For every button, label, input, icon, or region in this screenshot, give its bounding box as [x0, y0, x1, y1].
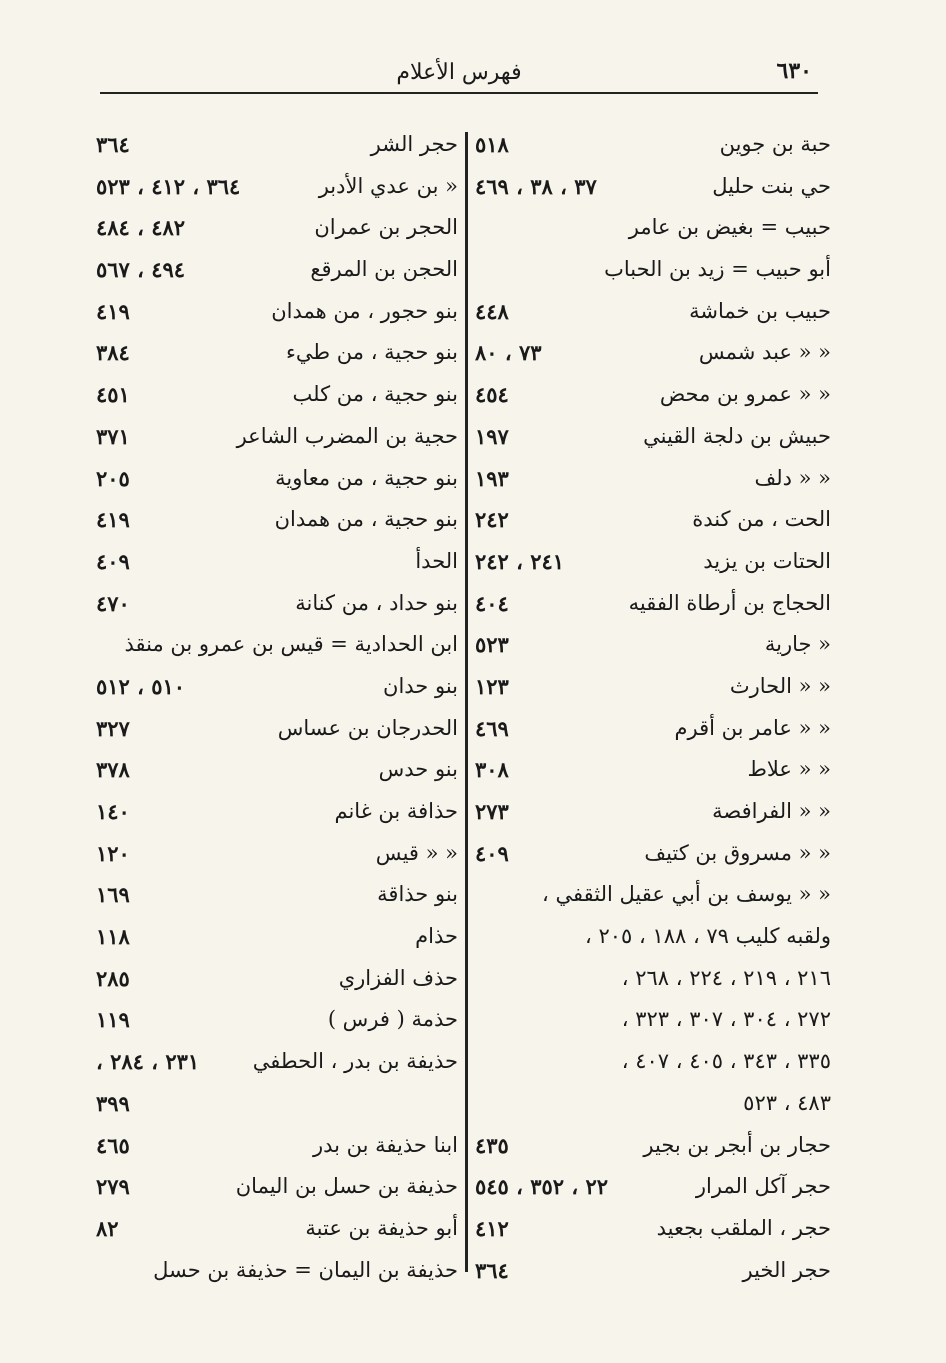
- index-entry: [475, 458, 831, 500]
- index-entry: [475, 541, 831, 583]
- index-entry: [475, 1041, 831, 1083]
- entry-name: الحتات بن يزيد: [703, 548, 831, 573]
- index-entry: [475, 916, 831, 958]
- entry-pages: ٤٥٤: [475, 382, 509, 408]
- index-entry: [96, 1166, 458, 1208]
- index-entry: [475, 833, 831, 875]
- index-entry: [475, 708, 831, 750]
- index-entry: [96, 1083, 458, 1125]
- entry-pages: ٣٦٤: [96, 132, 130, 157]
- entry-name: « « علاط: [747, 757, 831, 782]
- entry-pages: ٤٠٤: [475, 590, 509, 616]
- index-entry: [96, 749, 458, 791]
- index-entry: [96, 583, 458, 625]
- index-entry: [96, 499, 458, 541]
- index-column-left: [96, 124, 458, 1291]
- index-entry: [96, 541, 458, 583]
- entry-name: حجار بن أبجر بن بجير: [643, 1132, 831, 1157]
- entry-name: حذيفة بن بدر ، الحطفي: [252, 1049, 458, 1074]
- entry-pages: ٣٦٤ ، ٤١٢ ، ٥٢٣: [96, 173, 241, 199]
- entry-name: الحدرجان بن عساس: [277, 715, 458, 740]
- entry-name: « « يوسف بن أبي عقيل الثقفي ،: [542, 882, 831, 907]
- index-entry: [475, 1083, 831, 1125]
- entry-pages: ٣٢٧: [96, 715, 130, 741]
- entry-pages: ٤٨٢ ، ٤٨٤: [96, 215, 186, 241]
- entry-pages: ١١٨: [96, 924, 130, 950]
- index-entry: [475, 499, 831, 541]
- page-header: [100, 52, 818, 94]
- index-entry: [96, 999, 458, 1041]
- entry-name: ابن الحدادية = قيس بن عمرو بن منقذ: [124, 632, 458, 657]
- entry-pages: ٤٩٤ ، ٥٦٧: [96, 257, 186, 283]
- index-entry: [96, 958, 458, 1000]
- entry-name: أبو حبيب = زيد بن الحباب: [604, 257, 831, 282]
- index-entry: [475, 999, 831, 1041]
- entry-name: ٢١٦ ، ٢١٩ ، ٢٢٤ ، ٢٦٨ ،: [621, 965, 831, 990]
- entry-name: حجر آكل المرار: [695, 1174, 831, 1199]
- entry-name: بنو حجية ، من طيء: [286, 340, 458, 365]
- entry-name: « « مسروق بن كتيف: [644, 840, 831, 865]
- entry-pages: ٢٠٥: [96, 465, 130, 491]
- entry-pages: ٣٧ ، ٣٨ ، ٤٦٩: [475, 173, 597, 199]
- entry-pages: ٤٠٩: [96, 548, 130, 574]
- entry-name: ولقبه كليب ٧٩ ، ١٨٨ ، ٢٠٥ ،: [584, 924, 831, 949]
- entry-name: « « الفرافصة: [712, 799, 831, 823]
- entry-name: أبو حذيفة بن عتبة: [305, 1215, 458, 1240]
- entry-pages: ١٩٧: [475, 423, 509, 449]
- index-entry: [475, 791, 831, 833]
- entry-pages: ٣٧٨: [96, 757, 130, 783]
- entry-pages: ١٢٠: [96, 840, 130, 866]
- index-entry: [475, 874, 831, 916]
- entry-name: حجر الشر: [370, 132, 458, 156]
- index-entry: [96, 1250, 458, 1292]
- index-entry: [475, 1125, 831, 1167]
- entry-pages: ١٦٩: [96, 882, 130, 908]
- entry-name: حذافة بن غانم: [334, 799, 458, 823]
- entry-pages: ٢٨٥: [96, 965, 130, 991]
- entry-name: الحدأ: [415, 548, 458, 573]
- entry-name: حبيب = بغيض بن عامر: [628, 215, 831, 240]
- index-entry: [475, 416, 831, 458]
- index-entry: [475, 1166, 831, 1208]
- index-entry: [96, 791, 458, 833]
- page-number: ٦٣٠: [776, 58, 812, 84]
- entry-name: الحجن بن المرقع: [310, 257, 458, 282]
- entry-pages: ١٤٠: [96, 799, 130, 824]
- entry-pages: ٣٧١: [96, 423, 130, 449]
- column-divider: [465, 132, 468, 1272]
- entry-name: « « عامر بن أقرم: [674, 715, 831, 740]
- entry-pages: ٤٦٩: [475, 715, 509, 741]
- index-entry: [96, 332, 458, 374]
- index-entry: [96, 874, 458, 916]
- entry-name: حجر الخير: [742, 1257, 831, 1282]
- index-entry: [475, 749, 831, 791]
- index-column-right: [475, 124, 831, 1291]
- entry-name: « « دلف: [754, 465, 831, 490]
- entry-name: حبة بن جوين: [719, 132, 831, 156]
- index-entry: [96, 249, 458, 291]
- entry-name: « « قيس: [375, 840, 458, 865]
- entry-name: حجية بن المضرب الشاعر: [236, 423, 458, 448]
- entry-pages: ٤١٩: [96, 298, 130, 324]
- entry-name: حبيب بن خماشة: [689, 298, 831, 323]
- entry-name: ٤٨٣ ، ٥٢٣: [743, 1090, 831, 1115]
- entry-pages: ٧٣ ، ٨٠: [475, 340, 542, 366]
- entry-name: حذيفة بن حسل بن اليمان: [235, 1174, 458, 1199]
- entry-name: « « عمرو بن محض: [659, 382, 831, 407]
- entry-pages: ٢٧٣: [475, 799, 509, 824]
- entry-name: « جارية: [764, 632, 831, 657]
- index-entry: [475, 958, 831, 1000]
- entry-name: الحجاج بن أرطاة الفقيه: [628, 590, 831, 615]
- index-entry: [96, 1208, 458, 1250]
- page-title: فهرس الأعلام: [396, 60, 522, 85]
- index-entry: [475, 374, 831, 416]
- entry-pages: ٢٤١ ، ٢٤٢: [475, 548, 565, 574]
- entry-pages: ١١٩: [96, 1007, 130, 1033]
- entry-name: ٣٣٥ ، ٣٤٣ ، ٤٠٥ ، ٤٠٧ ،: [621, 1049, 831, 1074]
- entry-name: ٢٧٢ ، ٣٠٤ ، ٣٠٧ ، ٣٢٣ ،: [621, 1007, 831, 1032]
- entry-pages: ٢٢ ، ٣٥٢ ، ٥٤٥: [475, 1174, 609, 1200]
- index-entry: [96, 833, 458, 875]
- index-entry: [96, 1041, 458, 1083]
- index-entry: [96, 1125, 458, 1167]
- entry-pages: ٢٧٩: [96, 1174, 130, 1200]
- entry-name: بنو حذاقة: [377, 882, 458, 907]
- index-entry: [475, 666, 831, 708]
- entry-pages: ٤٠٩: [475, 840, 509, 866]
- entry-pages: ١٩٣: [475, 465, 509, 491]
- index-entry: [96, 708, 458, 750]
- entry-pages: ٤١٢: [475, 1215, 509, 1241]
- entry-pages: ٥١٨: [475, 132, 509, 157]
- index-entry: [475, 583, 831, 625]
- entry-name: بنو حجية ، من معاوية: [275, 465, 458, 490]
- index-entry: [475, 166, 831, 208]
- index-entry: [475, 249, 831, 291]
- index-entry: [96, 624, 458, 666]
- entry-pages: ٢٣١ ، ٢٨٤ ،: [96, 1049, 200, 1075]
- index-entry: [475, 1208, 831, 1250]
- entry-pages: ٥٢٣: [475, 632, 509, 658]
- entry-name: الحجر بن عمران: [314, 215, 458, 240]
- index-entry: [96, 124, 458, 166]
- entry-pages: ٤٤٨: [475, 298, 509, 324]
- entry-pages: ٤١٩: [96, 507, 130, 533]
- index-entry: [96, 458, 458, 500]
- index-entry: [96, 291, 458, 333]
- index-entry: [475, 1250, 831, 1292]
- entry-pages: ٣٩٩: [96, 1090, 130, 1116]
- entry-name: حبيش بن دلجة القيني: [643, 423, 831, 448]
- entry-name: ابنا حذيفة بن بدر: [312, 1132, 458, 1157]
- entry-pages: ١٢٣: [475, 673, 509, 699]
- entry-pages: ٥١٠ ، ٥١٢: [96, 673, 186, 699]
- entry-name: حذمة ( فرس ): [327, 1007, 458, 1032]
- entry-name: حذام: [415, 924, 458, 949]
- index-entry: [475, 124, 831, 166]
- entry-name: « « عبد شمس: [698, 340, 831, 365]
- index-entry: [96, 207, 458, 249]
- entry-name: حذف الفزاري: [338, 965, 458, 990]
- entry-name: الحت ، من كندة: [692, 507, 831, 532]
- index-entry: [475, 332, 831, 374]
- entry-name: « « الحارث: [729, 673, 831, 698]
- entry-pages: ٣٦٤: [475, 1257, 509, 1283]
- entry-pages: ٣٠٨: [475, 757, 509, 783]
- entry-name: بنو حدس: [378, 757, 458, 782]
- index-entry: [96, 916, 458, 958]
- entry-pages: ٤٧٠: [96, 590, 130, 616]
- entry-name: حذيفة بن اليمان = حذيفة بن حسل: [153, 1257, 458, 1282]
- entry-pages: ٤٥١: [96, 382, 130, 408]
- entry-pages: ٤٦٥: [96, 1132, 130, 1158]
- entry-name: بنو حداد ، من كنانة: [295, 590, 458, 615]
- index-entry: [96, 374, 458, 416]
- entry-name: بنو حجية ، من همدان: [274, 507, 458, 532]
- entry-name: بنو حجور ، من همدان: [271, 298, 458, 323]
- entry-pages: ٨٢: [96, 1215, 119, 1241]
- entry-name: « بن عدي الأدبر: [318, 173, 458, 198]
- index-entry: [475, 207, 831, 249]
- entry-name: بنو حدان: [383, 673, 458, 698]
- index-entry: [475, 624, 831, 666]
- entry-name: بنو حجية ، من كلب: [292, 382, 458, 407]
- index-entry: [96, 666, 458, 708]
- index-entry: [96, 166, 458, 208]
- entry-name: حي بنت حليل: [712, 173, 831, 198]
- entry-name: حجر ، الملقب بجعيد: [656, 1215, 831, 1240]
- index-entry: [475, 291, 831, 333]
- index-entry: [96, 416, 458, 458]
- entry-pages: ٤٣٥: [475, 1132, 509, 1158]
- entry-pages: ٣٨٤: [96, 340, 130, 366]
- entry-pages: ٢٤٢: [475, 507, 509, 533]
